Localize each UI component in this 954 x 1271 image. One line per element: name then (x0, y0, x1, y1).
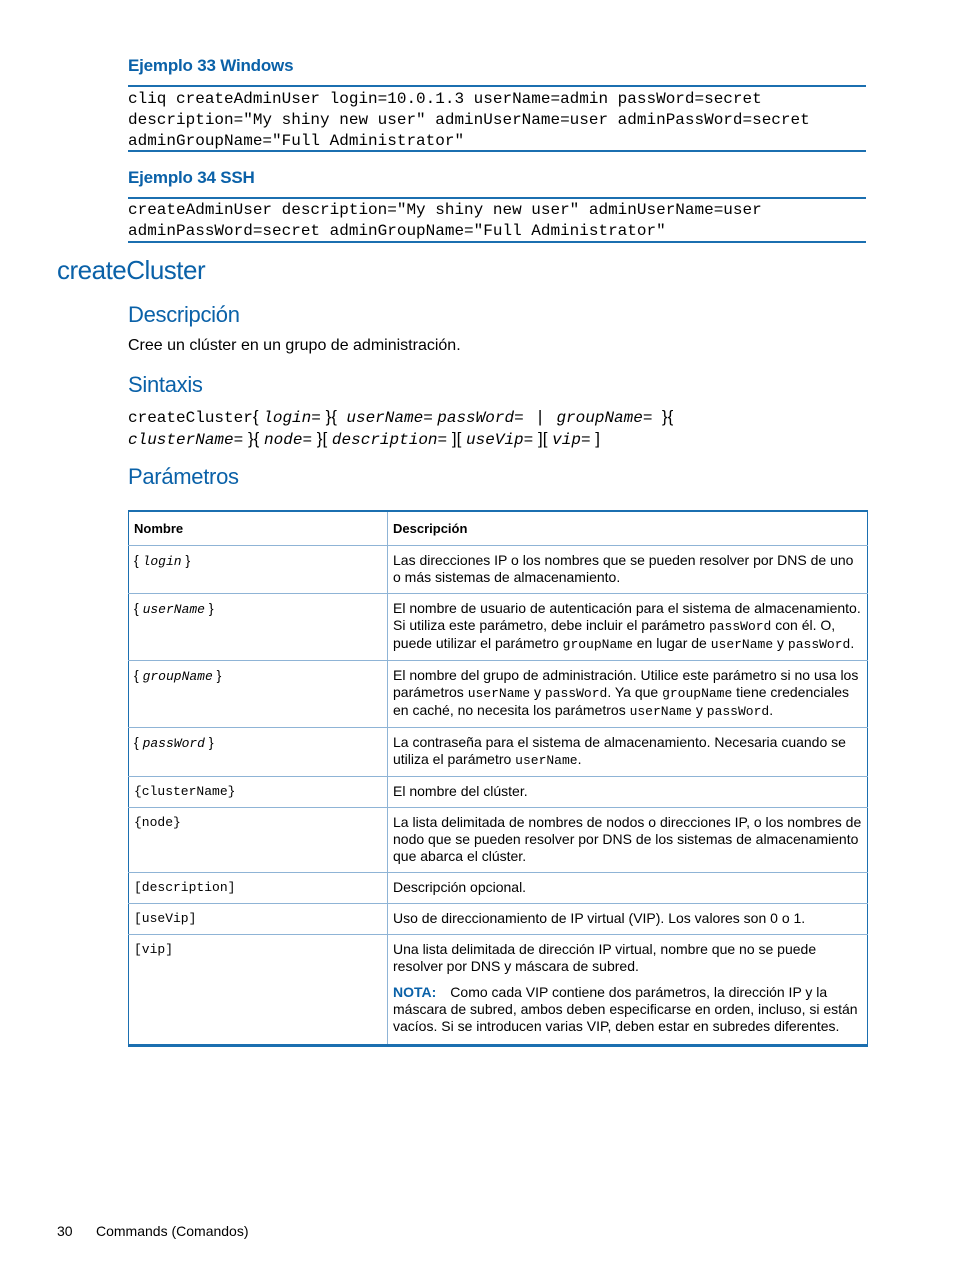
syntax-heading: Sintaxis (128, 372, 203, 397)
param-description: Uso de direccionamiento de IP virtual (VIP). Los valores son 0 o 1. (388, 904, 868, 935)
syntax-param: description= (331, 431, 448, 449)
param-name: [useVip] (129, 904, 388, 935)
section-title: createCluster (57, 255, 206, 285)
table-header-row (129, 511, 868, 546)
param-description: El nombre de usuario de autenticación para el sistema de almacenamiento. Si utiliza este parámetro, debe incluir el parámetro passWord con él. O, puede utilizar el parámetro groupName en lugar de userName y passWord. (388, 594, 868, 661)
syntax-param: groupName= (556, 409, 653, 427)
code-line: description="My shiny new user" adminUserName=user adminPassWord=secret (128, 111, 810, 129)
table-row (129, 728, 868, 777)
syntax-param: vip= (552, 431, 591, 449)
param-name: { userName } (129, 594, 388, 661)
syntax-param: node= (264, 431, 313, 449)
param-name: [description] (129, 873, 388, 904)
syntax-line-2: clusterName= }{ node= }[ description= ][ useVip= ][ vip= ] (128, 429, 601, 449)
description-text: Cree un clúster en un grupo de administración. (128, 337, 461, 354)
table-row (129, 904, 868, 935)
param-description: Las direcciones IP o los nombres que se pueden resolver por DNS de uno o más sistemas de almacenamiento. (388, 546, 868, 594)
description-heading: Descripción (128, 302, 240, 327)
parameters-table (128, 510, 868, 1047)
code-line: adminPassWord=secret adminGroupName="Full Administrator" (128, 222, 666, 240)
syntax-line-1: createCluster{ login= }{ userName= passWord= | groupName= }{ (128, 407, 674, 427)
param-description: La contraseña para el sistema de almacenamiento. Necesaria cuando se utiliza el parámetro userName. (388, 728, 868, 777)
syntax-param: userName= (346, 409, 433, 427)
syntax-separator: | (537, 407, 543, 426)
page-number: 30 (57, 1223, 73, 1239)
table-row (129, 546, 868, 594)
param-description: El nombre del grupo de administración. Utilice este parámetro si no usa los parámetros userName y passWord. Ya que groupName tiene credenciales en caché, no necesita los parámetros userName y passWord. (388, 661, 868, 728)
syntax-command: createCluster (128, 409, 253, 427)
parameters-heading: Parámetros (128, 464, 239, 489)
example-34-title: Ejemplo 34 SSH (128, 168, 255, 187)
param-description: Descripción opcional. (388, 873, 868, 904)
param-name: { groupName } (129, 661, 388, 728)
example-33-title: Ejemplo 33 Windows (128, 56, 294, 75)
syntax-param: useVip= (466, 431, 534, 449)
syntax-param: login= (263, 409, 321, 427)
note-text: Como cada VIP contiene dos parámetros, la dirección IP y la máscara de subred, ambos deben especificarse en orden, incluso, si están vacíos. Si se introducen varias VIP, deben estar en subredes diferentes. (393, 984, 858, 1034)
table-row (129, 661, 868, 728)
note-label: NOTA: (393, 984, 437, 1000)
param-description: El nombre del clúster. (388, 777, 868, 808)
param-name: { login } (129, 546, 388, 594)
code-line: cliq createAdminUser login=10.0.1.3 userName=admin passWord=secret (128, 90, 762, 108)
example-34-code (128, 197, 866, 243)
example-33-code (128, 85, 866, 152)
table-row (129, 935, 868, 1046)
column-header-name: Nombre (129, 511, 388, 546)
vip-description: Una lista delimitada de dirección IP virtual, nombre que no se puede resolver por DNS y máscara de subred. (393, 941, 817, 974)
column-header-description: Descripción (388, 511, 868, 546)
param-name: { passWord } (129, 728, 388, 777)
param-name: {node} (129, 808, 388, 873)
syntax-param: clusterName= (128, 431, 244, 449)
table-row (129, 808, 868, 873)
table-row (129, 777, 868, 808)
code-line: createAdminUser description="My shiny new user" adminUserName=user (128, 201, 762, 219)
code-line: adminGroupName="Full Administrator" (128, 132, 465, 150)
param-name: [vip] (129, 935, 388, 1046)
param-description (388, 935, 868, 1046)
syntax-param: passWord= (437, 409, 524, 427)
footer-section: Commands (Comandos) (96, 1223, 249, 1239)
param-name: {clusterName} (129, 777, 388, 808)
table-row (129, 594, 868, 661)
param-description: La lista delimitada de nombres de nodos o direcciones IP, o los nombres de nodo que se pueden resolver por DNS de los sistemas de almacenamiento que abarca el clúster. (388, 808, 868, 873)
vip-note (393, 984, 862, 1035)
table-row (129, 873, 868, 904)
